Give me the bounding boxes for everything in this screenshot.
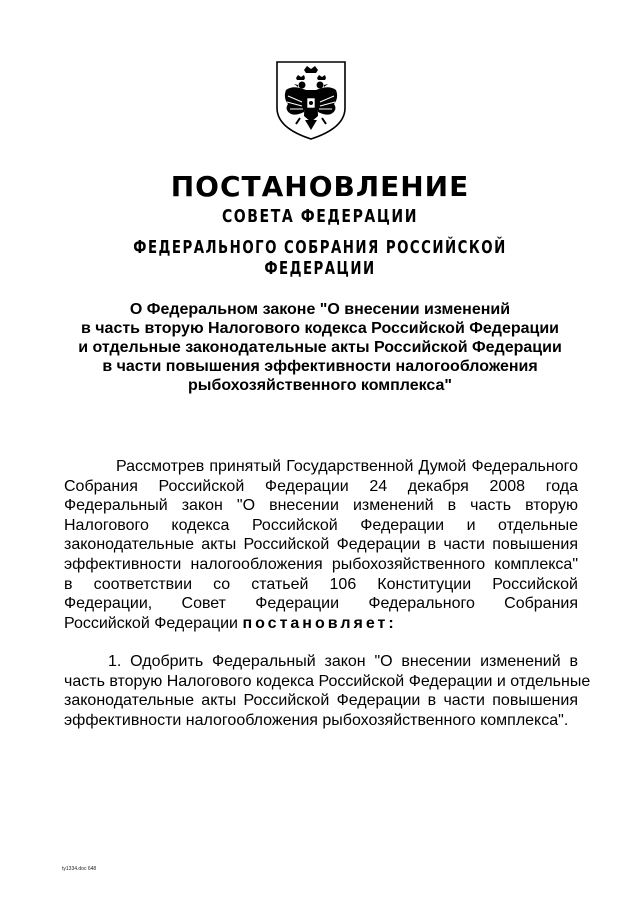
paragraph-line: законодательные акты Российской Федерации в части повышения [64, 536, 578, 554]
document-subject [60, 300, 580, 395]
subject-line: в часть вторую Налогового кодекса Российской Федерации [80, 320, 560, 337]
document-file-reference: ty1334.doc 648 [62, 866, 97, 872]
subject-line: рыбохозяйственного комплекса" [188, 377, 452, 394]
paragraph-line: часть вторую Налогового кодекса Российской Федерации и отдельные [64, 672, 591, 690]
paragraph-line: Российской Федерации [64, 614, 238, 632]
subject-line: и отдельные законодательные акты Российской Федерации [78, 339, 562, 356]
paragraph-line: Рассмотрев принятый Государственной Думой Федерального [116, 458, 578, 475]
paragraph-line: Собрания Российской Федерации 24 декабря 2008 года [64, 477, 578, 495]
resolution-keyword: постановляет: [242, 614, 397, 632]
paragraph-line: 1. Одобрить Федеральный закон "О внесении изменений в [108, 653, 578, 670]
resolution-item-1 [64, 652, 591, 730]
paragraph-line: законодательные акты Российской Федерации в части повышения [64, 692, 578, 710]
paragraph-last-line [64, 614, 578, 634]
preamble-paragraph [64, 457, 578, 633]
subject-line: в части повышения эффективности налогообложения [102, 358, 538, 375]
issuer-line-2: ФЕДЕРАЛЬНОГО СОБРАНИЯ РОССИЙСКОЙ ФЕДЕРАЦИИ [133, 237, 507, 279]
paragraph-line: Налогового кодекса Российской Федерации и отдельные [64, 516, 578, 534]
coat-of-arms-icon [274, 58, 348, 142]
paragraph-line: эффективности налогообложения рыбохозяйственного комплекса" [64, 555, 578, 573]
paragraph-line: Федерации, Совет Федерации Федерального Собрания [64, 595, 578, 613]
paragraph-line: эффективности налогообложения рыбохозяйственного комплекса". [64, 711, 569, 729]
paragraph-line: в соответствии со статьей 106 Конституции Российской [64, 575, 578, 593]
issuer-line-1: СОВЕТА ФЕДЕРАЦИИ [221, 206, 419, 227]
subject-line: О Федеральном законе "О внесении изменений [129, 301, 511, 318]
document-title: ПОСТАНОВЛЕНИЕ [170, 170, 470, 203]
paragraph-line: Федеральный закон "О внесении изменений в часть вторую [64, 497, 578, 515]
